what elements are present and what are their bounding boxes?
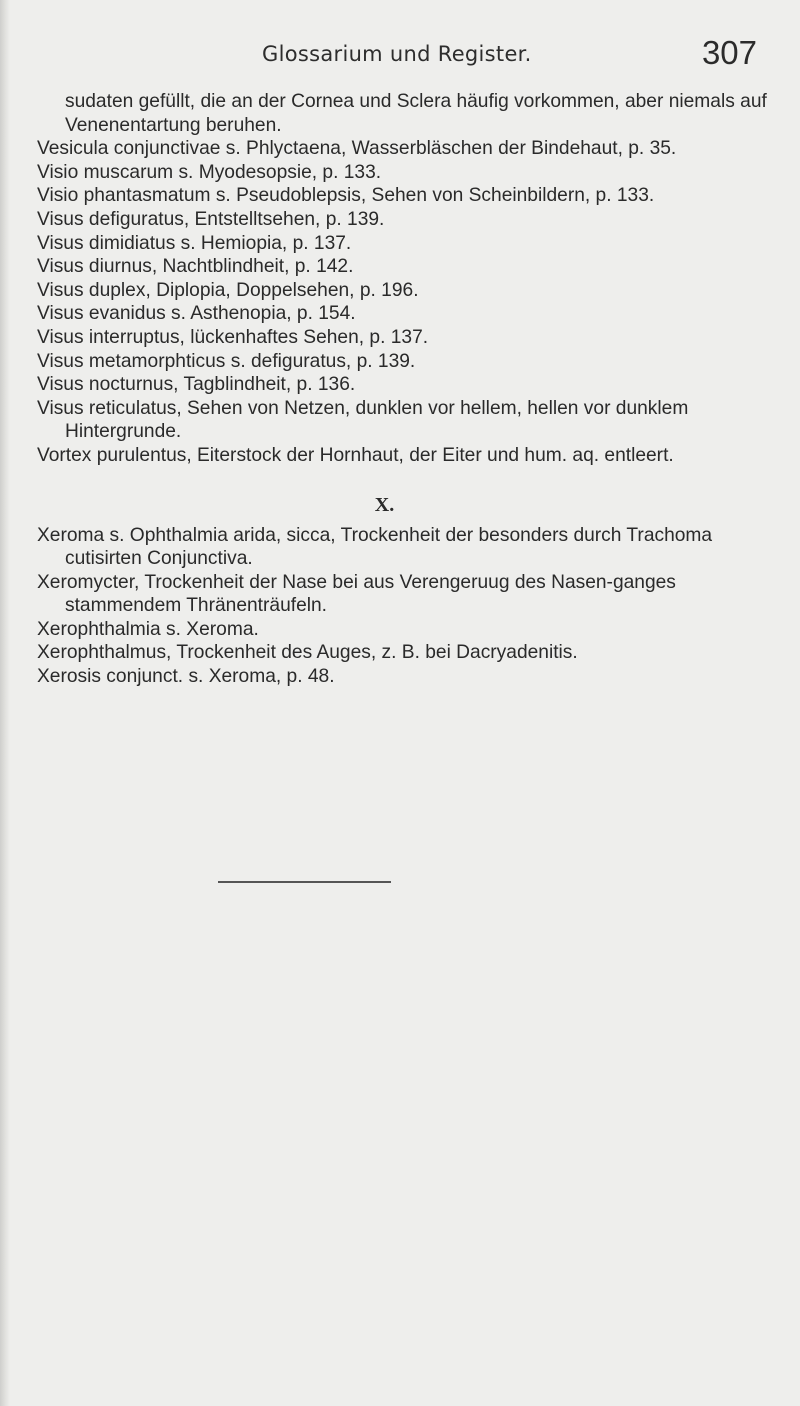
- glossary-entry: Xerophthalmus, Trockenheit des Auges, z. B. bei Dacryadenitis.: [37, 642, 578, 664]
- end-rule: [218, 881, 391, 883]
- glossary-entry: Vesicula conjunctivae s. Phlyctaena, Wasserbläschen der Bindehaut, p. 35.: [37, 138, 677, 160]
- glossary-entry: Visus dimidiatus s. Hemiopia, p. 137.: [37, 232, 352, 254]
- running-head-title: Glossarium und Register.: [262, 42, 532, 66]
- glossary-entry-continued: sudaten gefüllt, die an der Cornea und Sclera häufig vorkommen, aber niemals auf Venenentartung beruhen.: [65, 91, 767, 136]
- glossary-entry: Xerosis conjunct. s. Xeroma, p. 48.: [37, 666, 335, 688]
- glossary-entry: Visus duplex, Diplopia, Doppelsehen, p. 196.: [37, 279, 419, 301]
- glossary-entry: Visus metamorphticus s. defiguratus, p. 139.: [37, 350, 416, 372]
- glossary-entry: Visio phantasmatum s. Pseudoblepsis, Sehen von Scheinbildern, p. 133.: [37, 185, 655, 207]
- glossary-entry: Vortex purulentus, Eiterstock der Hornhaut, der Eiter und hum. aq. entleert.: [37, 444, 674, 466]
- glossary-entry: Visus defiguratus, Entstelltsehen, p. 139.: [37, 208, 385, 230]
- running-header: [0, 34, 800, 70]
- glossary-entry: Visus reticulatus, Sehen von Netzen, dunklen vor hellem, hellen vor dunklem Hintergrunde.: [37, 397, 689, 443]
- glossary-entry: Xerophthalmia s. Xeroma.: [37, 618, 259, 640]
- page-number: 307: [701, 34, 757, 71]
- section-heading-x: X.: [374, 493, 395, 516]
- glossary-entry: Visus diurnus, Nachtblindheit, p. 142.: [37, 256, 354, 278]
- glossary-entry: Xeroma s. Ophthalmia arida, sicca, Trockenheit der besonders durch Trachoma cutisirten Conjunctiva.: [37, 524, 713, 570]
- glossary-entry: Visus nocturnus, Tagblindheit, p. 136.: [37, 374, 356, 396]
- glossary-entry: Visus evanidus s. Asthenopia, p. 154.: [37, 303, 356, 325]
- glossary-entry: Xeromycter, Trockenheit der Nase bei aus Verengeruug des Nasen-ganges stammendem Thränenträufeln.: [37, 571, 676, 617]
- glossary-entry: Visus interruptus, lückenhaftes Sehen, p. 137.: [37, 326, 429, 348]
- binding-edge: [0, 0, 10, 1406]
- glossary-entry: Visio muscarum s. Myodesopsie, p. 133.: [37, 161, 382, 183]
- glossary-content: [37, 90, 772, 689]
